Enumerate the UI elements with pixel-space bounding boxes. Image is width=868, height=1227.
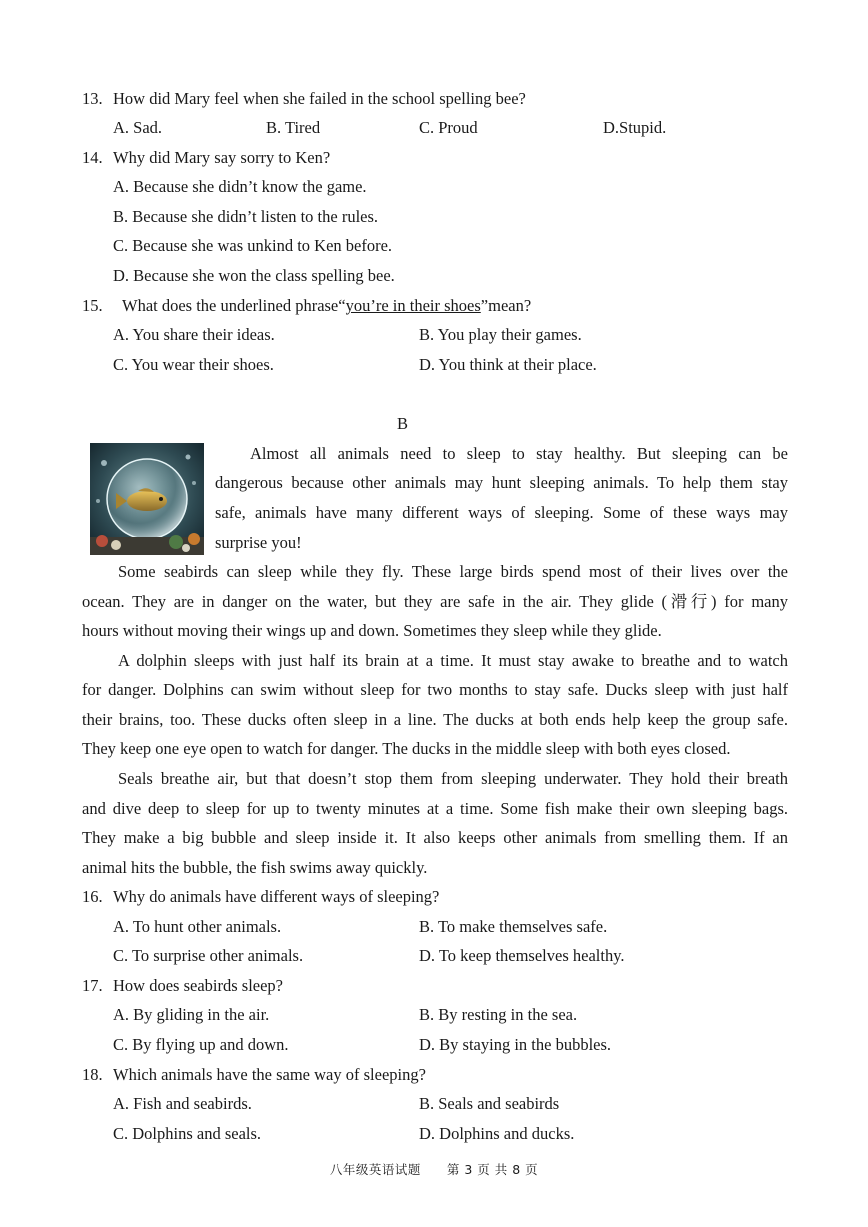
passage-p2-line-3: hours without moving their wings up and down. Sometimes they sleep while they glide. <box>82 621 662 640</box>
question-16-number: 16. <box>82 887 103 906</box>
question-17-option-a: A. By gliding in the air. <box>113 1005 270 1024</box>
passage-p3-line-2: for danger. Dolphins can swim without sleep for two months to stay safe. Ducks sleep with just half <box>82 680 788 699</box>
passage-p3-line-3: their brains, too. These ducks often sleep in a line. The ducks at both ends help keep the group safe. <box>82 710 788 729</box>
question-17-stem: How does seabirds sleep? <box>113 976 283 995</box>
question-13-option-a: A. Sad. <box>113 118 163 137</box>
question-17-option-d: D. By staying in the bubbles. <box>419 1035 612 1054</box>
passage-p2-line-2: ocean. They are in danger on the water, but they are safe in the air. They glide (滑行) for many <box>82 592 788 611</box>
question-13-stem: How did Mary feel when she failed in the school spelling bee? <box>113 89 526 108</box>
passage-p1-line-4: surprise you! <box>215 533 302 552</box>
question-15-option-a: A. You share their ideas. <box>113 325 275 344</box>
fish-bubble-image <box>90 443 204 555</box>
question-14-option-a: A. Because she didn’t know the game. <box>113 177 367 196</box>
question-16-stem: Why do animals have different ways of sleeping? <box>113 887 440 906</box>
question-15-number: 15. <box>82 296 103 315</box>
underlined-phrase: you’re in their shoes <box>345 296 481 315</box>
passage-p4-line-1: Seals breathe air, but that doesn’t stop them from sleeping underwater. They hold their breath <box>118 769 788 788</box>
question-17-option-c: C. By flying up and down. <box>113 1035 289 1054</box>
question-18-option-c: C. Dolphins and seals. <box>113 1124 262 1143</box>
passage-p4-line-4: animal hits the bubble, the fish swims away quickly. <box>82 858 428 877</box>
question-15-option-d: D. You think at their place. <box>419 355 597 374</box>
passage-p2-line-1: Some seabirds can sleep while they fly. These large birds spend most of their lives over the <box>118 562 788 581</box>
question-15-stem-prefix: What does the underlined phrase“ <box>122 296 346 315</box>
question-14-number: 14. <box>82 148 103 167</box>
question-17-option-b: B. By resting in the sea. <box>419 1005 578 1024</box>
section-b-heading: B <box>397 414 409 433</box>
question-16-option-d: D. To keep themselves healthy. <box>419 946 625 965</box>
question-15-option-c: C. You wear their shoes. <box>113 355 274 374</box>
question-13-option-c: C. Proud <box>419 118 478 137</box>
question-15-stem <box>122 296 531 316</box>
passage-p1-line-3: safe, animals have many different ways of sleeping. Some of these ways may <box>215 503 788 522</box>
question-14-option-b: B. Because she didn’t listen to the rules. <box>113 207 379 226</box>
question-17-number: 17. <box>82 976 103 995</box>
question-18-stem: Which animals have the same way of sleeping? <box>113 1065 426 1084</box>
passage-p4-line-3: They make a big bubble and sleep inside it. It also keeps other animals from smelling them. If an <box>82 828 788 847</box>
question-14-option-c: C. Because she was unkind to Ken before. <box>113 236 393 255</box>
question-18-option-d: D. Dolphins and ducks. <box>419 1124 575 1143</box>
passage-p4-line-2: and dive deep to sleep for up to twenty minutes at a time. Some fish make their own sleeping bags. <box>82 799 788 818</box>
page-footer: 八年级英语试题 第 3 页 共 8 页 <box>329 1162 539 1177</box>
question-18-option-b: B. Seals and seabirds <box>419 1094 560 1113</box>
question-16-option-a: A. To hunt other animals. <box>113 917 282 936</box>
passage-p3-line-4: They keep one eye open to watch for danger. The ducks in the middle sleep with both eyes closed. <box>82 739 731 758</box>
question-16-option-b: B. To make themselves safe. <box>419 917 608 936</box>
question-13-option-b: B. Tired <box>266 118 321 137</box>
question-14-option-d: D. Because she won the class spelling bee. <box>113 266 395 285</box>
question-18-number: 18. <box>82 1065 103 1084</box>
question-15-stem-suffix: ”mean? <box>480 296 532 315</box>
passage-p1-line-1: Almost all animals need to sleep to stay healthy. But sleeping can be <box>250 444 788 463</box>
passage-p1-line-2: dangerous because other animals may hunt sleeping animals. To help them stay <box>215 473 788 492</box>
question-13-number: 13. <box>82 89 103 108</box>
question-16-option-c: C. To surprise other animals. <box>113 946 304 965</box>
question-15-option-b: B. You play their games. <box>419 325 582 344</box>
question-18-option-a: A. Fish and seabirds. <box>113 1094 252 1113</box>
passage-p3-line-1: A dolphin sleeps with just half its brain at a time. It must stay awake to breathe and to watch <box>118 651 788 670</box>
question-13-option-d: D.Stupid. <box>603 118 667 137</box>
question-14-stem: Why did Mary say sorry to Ken? <box>113 148 331 167</box>
